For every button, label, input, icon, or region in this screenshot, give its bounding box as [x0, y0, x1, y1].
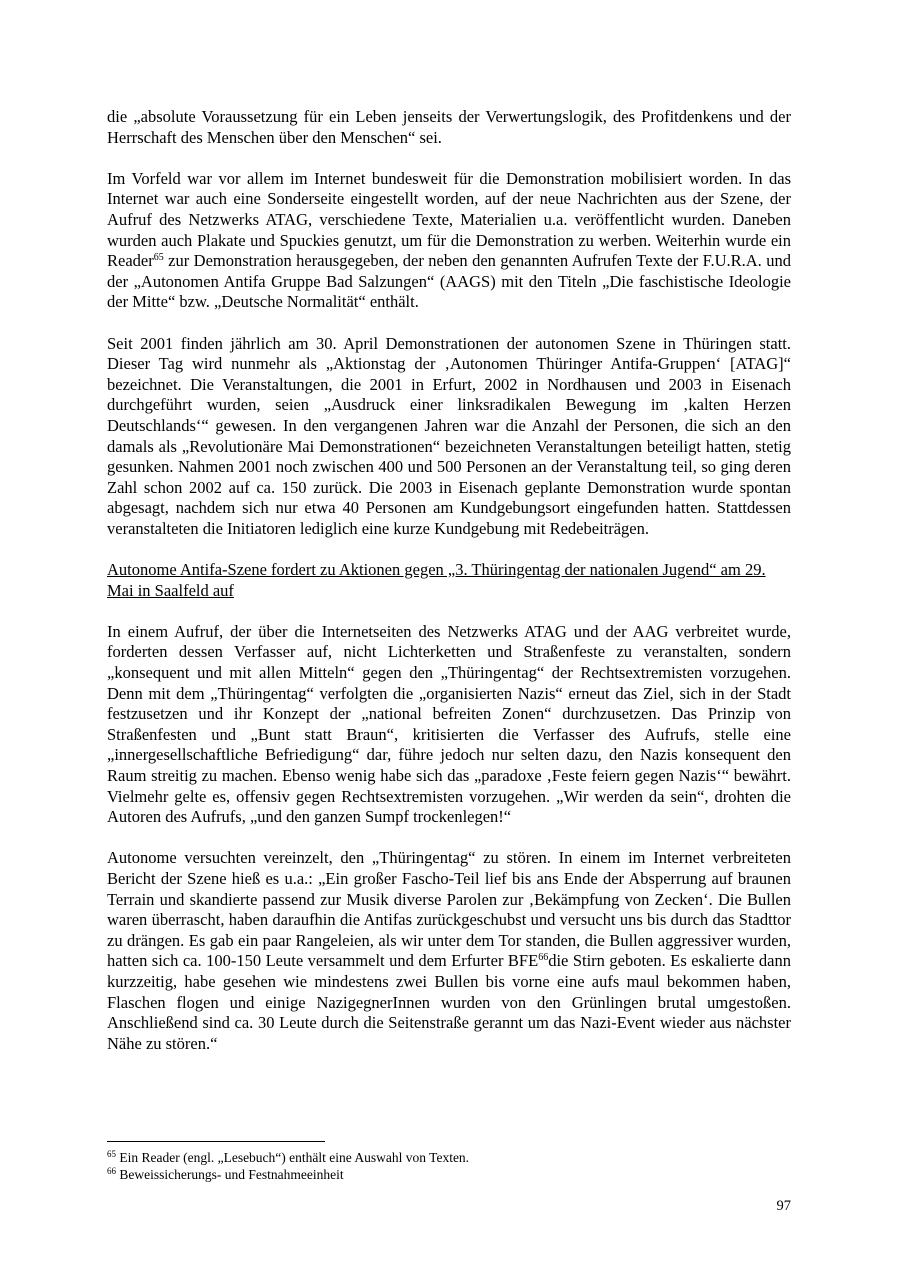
footnotes [107, 1149, 791, 1183]
footnote-text: Ein Reader (engl. „Lesebuch“) enthält eine Auswahl von Texten. [116, 1150, 470, 1165]
paragraph-5-text-b: die Stirn geboten. Es eskalierte dann kurzzeitig, habe gesehen wie mindestens zwei Bullen bis vorne eine aufs maul bekommen haben, Flaschen flogen und einige NazigegnerInnen wurden von den Grünlingen brutal umgestoßen. Anschließend sind ca. 30 Leute durch die Seitenstraße gerannt um das Nazi-Event wieder aus nächster Nähe zu stören.“ [107, 951, 791, 1053]
paragraph-1: die „absolute Voraussetzung für ein Leben jenseits der Verwertungslogik, des Profitdenkens und der Herrschaft des Menschen über den Menschen“ sei. [107, 107, 791, 147]
footnote-divider [107, 1141, 325, 1142]
paragraph-2 [107, 169, 791, 313]
paragraph-2-text-a: Im Vorfeld war vor allem im Internet bundesweit für die Demonstration mobilisiert worden. In das Internet war auch eine Sonderseite eingestellt worden, auf der neue Nachrichten aus der Szene, der Aufruf des Netzwerks ATAG, verschiedene Texte, Materialien u.a. veröffentlicht wurden. Daneben wurden auch Plakate und Spuckies genutzt, um für die Demonstration zu werben. Weiterhin wurde ein Reader [107, 168, 791, 271]
page-body [107, 107, 791, 1054]
footnote-65 [107, 1149, 791, 1166]
footnote-ref-66[interactable]: 66 [538, 952, 549, 964]
paragraph-2-text-b: zur Demonstration herausgegeben, der neben den genannten Aufrufen Texte der F.U.R.A. und der „Autonomen Antifa Gruppe Bad Salzungen“ (AAGS) mit den Titeln „Die faschistische Ideologie der Mitte“ bzw. „Deutsche Normalität“ enthält. [107, 251, 791, 312]
footnote-text: Beweissicherungs- und Festnahmeeinheit [116, 1167, 344, 1182]
paragraph-5-text-a: Autonome versuchten vereinzelt, den „Thüringentag“ zu stören. In einem im Internet verbreiteten Bericht der Szene hieß es u.a.: „Ein großer Fascho-Teil lief bis ans Ende der Absperrung auf braunen Terrain und skandierte passend zur Musik diverse Parolen zur ‚Bekämpfung von Zecken‘. Die Bullen waren überrascht, haben daraufhin die Antifas zurückgeschubst und versucht uns bis durch das Stadttor zu drängen. Es gab ein paar Rangeleien, als wir unter dem Tor standen, die Bullen aggressiver wurden, hatten sich ca. 100-150 Leute versammelt und dem Erfurter BFE [107, 848, 791, 971]
footnote-number: 66 [107, 1166, 116, 1176]
paragraph-3: Seit 2001 finden jährlich am 30. April Demonstrationen der autonomen Szene in Thüringen statt. Dieser Tag wird nunmehr als „Aktionstag der ‚Autonomen Thüringer Antifa-Gruppen‘ [ATAG]“ bezeichnet. Die Veranstaltungen, die 2001 in Erfurt, 2002 in Nordhausen und 2003 in Eisenach durchgeführt wurden, seien „Ausdruck einer linksradikalen Bewegung im ‚kalten Herzen Deutschlands‘“ gewesen. In den vergangenen Jahren war die Anzahl der Personen, die sich an den damals als „Revolutionäre Mai Demonstrationen“ bezeichneten Veranstaltungen beteiligt hatten, stetig gesunken. Nahmen 2001 noch zwischen 400 und 500 Personen an der Veranstaltung teil, so ging deren Zahl schon 2002 auf ca. 150 zurück. Die 2003 in Eisenach geplante Demonstration wurde spontan abgesagt, nachdem sich nur etwa 40 Personen am Kundgebungsort eingefunden hatten. Stattdessen veranstalteten die Initiatoren lediglich eine kurze Kundgebung mit Redebeiträgen. [107, 333, 791, 538]
paragraph-5 [107, 848, 791, 1054]
page-number: 97 [776, 1198, 791, 1214]
footnote-ref-65[interactable]: 65 [153, 252, 164, 264]
footnote-number: 65 [107, 1149, 116, 1159]
footnote-66 [107, 1166, 791, 1183]
paragraph-4: In einem Aufruf, der über die Internetseiten des Netzwerks ATAG und der AAG verbreitet wurde, forderten dessen Verfasser auf, nicht Lichterketten und Straßenfeste zu veranstalten, sondern „konsequent und mit allen Mitteln“ gegen den „Thüringentag“ der Rechtsextremisten vorzugehen. Denn mit dem „Thüringentag“ verfolgten die „organisierten Nazis“ erneut das Ziel, sich in der Stadt festzusetzen und ihr Konzept der „national befreiten Zonen“ durchzusetzen. Das Prinzip von Straßenfesten und „Bunt statt Braun“, kritisierten die Verfasser des Aufrufs, stelle eine „innergesellschaftliche Befriedigung“ dar, führe jedoch nur selten dazu, den Nazis konsequent den Raum streitig zu machen. Ebenso wenig habe sich das „paradoxe ‚Feste feiern gegen Nazis‘“ bewährt. Vielmehr gelte es, offensiv gegen Rechtsextremisten vorzugehen. „Wir werden da sein“, drohten die Autoren des Aufrufs, „und den ganzen Sumpf trockenlegen!“ [107, 621, 791, 827]
section-heading: Autonome Antifa-Szene fordert zu Aktionen gegen „3. Thüringentag der nationalen Jugend“ am 29. Mai in Saalfeld auf [107, 560, 766, 600]
